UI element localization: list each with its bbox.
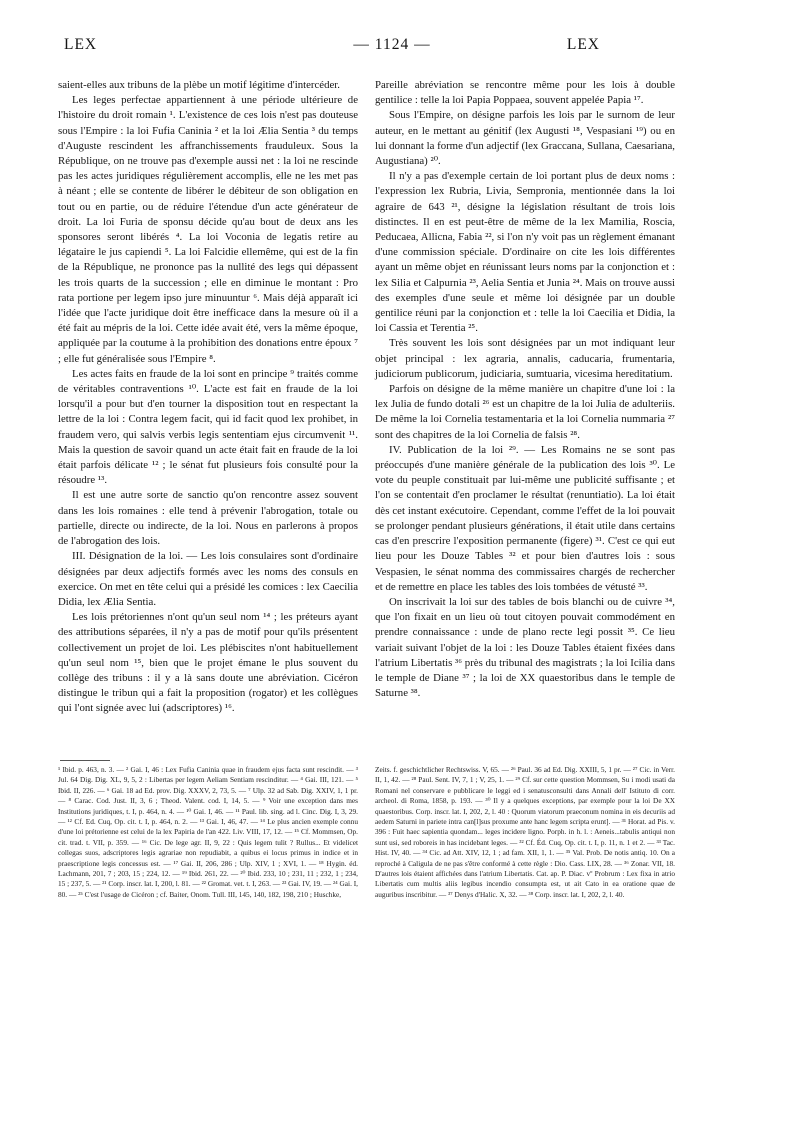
paragraph: Parfois on désigne de la même manière un chapitre d'une loi : la lex Julia de fundo dotali ²⁶ est un chapitre de la loi Julia de adulteriis. De même la loi Cornelia testamentaria et la loi Cornelia nummaria ²⁷ sont des chapitres de la loi Cornelia de falsis ²⁸. (375, 383, 675, 441)
paragraph: Il est une autre sorte de sanctio qu'on rencontre assez souvent dans les lois romaines : elle tend à prévenir l'abrogation, totale ou partielle, directe ou indirecte, de la loi. Nous en parlerons à propos de l'abrogation des lois. (58, 489, 358, 548)
paragraph: Pareille abréviation se rencontre même pour les lois à double gentilice : telle la loi Papia Poppaea, souvent appelée Papia ¹⁷. (375, 79, 675, 107)
page-header (60, 36, 724, 58)
paragraph: Il n'y a pas d'exemple certain de loi portant plus de deux noms : l'expression lex Rubria, Livia, Sempronia, mentionnée dans la loi agraire de 643 ²¹, désigne la législation résultant de trois lois distinctes. Il en est peut-être de même de la lex Mamilia, Roscia, Peducaea, Allicna, Fabia ²², si l'on n'y voit pas un règlement émanant d'une commission spéciale. D'ordinaire on cite les lois différentes ayant un même objet en réunissant leurs noms par la conjonction et : lex Silia et Calpurnia ²³, Aelia Sentia et Junia ²⁴. Mais on trouve aussi des exemples d'une seule et même loi désignée par un double gentilice réuni par la conjonction et : telle la loi Caecilia et Didia, la loi Cassia et Terentia ²⁵. (375, 170, 675, 335)
footnotes-left: ¹ Ibid. p. 463, n. 3. — ² Gai. I, 46 : Lex Fufia Caninia quae in fraudem ejus facta sunt rescindit. — ³ Jul. 64 Dig. Dig. XL, 9, 5, 2 : Libertas per legem Aeliam Sentiam rescinditur. — ⁴ Gai. III, 121. — ⁵ Ibid. II, 226. — ⁶ Gai. 18 ad Ed. prov. Dig. XXXV, 2, 73, 5. — ⁷ Ulp. 32 ad Sab. Dig. XXIV, 1, 1 pr. — ⁸ Carac. Cod. Just. II, 3, 6 ; Theod. Valent. cod. I, 14, 5. — ⁹ Voir une exception dans mes Institutions juridiques, t. I, p. 464, n. 4. — ¹⁰ Gai. I, 46. — ¹¹ Paul. lib. sing. ad l. Cinc. Dig. I, 3, 29. — ¹² Cf. Ed. Cuq, Op. cit. t. I, p. 464, n. 2. — ¹³ Gai. I, 46, 47. — ¹⁴ Le plus ancien exemple connu d'une loi prétorienne est celui de la lex Papiria de l'an 422. Liv. VIII, 17, 12. — ¹⁵ Cf. Mommsen, Op. cit. trad. t. VII, p. 359. — ¹⁶ Cic. De lege agr. II, 9, 22 : Quis legem tulit ? Rullus... Et videlicet collegas suos, adscriptores legis agrariae non repudiabit, a quibus ei locus primus in indice et in praescriptione legis concessus est. — ¹⁷ Gai. II, 206, 286 ; Ulp. XIV, 1 ; XVI, 1. — ¹⁸ Hygin. éd. Lachmann, 201, 7 ; 203, 15 ; 224, 12. — ¹⁹ Ibid. 261, 22. — ²⁰ Ibid. 233, 10 ; 231, 11 ; 232, 1 ; 234, 15 ; 237, 5. — ²¹ Corp. inscr. lat. I, 200, l. 81. — ²² Gromat. vet. t. I, 263. — ²³ Gai. IV, 19. — ²⁴ Gai. I, 80. — ²⁵ C'est l'usage de Cicéron ; cf. Baiter, Onom. Tull. III, 145, 140, 182, 198, 210 ; Huschke, (58, 765, 358, 899)
section-heading-paragraph: IV. Publication de la loi ²⁹. — Les Romains ne se sont pas préoccupés d'une manière générale de la publication des lois ³⁰. Le vote du peuple constituait par lui-même une publicité suffisante ; et l'on se contentait d'en proclamer le résultat (renuntiatio). La loi était dès cet instant exécutoire. Cependant, comme l'effet de la loi pouvait se prolonger pendant plusieurs générations, il était utile dans certains cas d'en prescrire l'exposition permanente (figere) ³¹. C'est ce qui eut lieu pour les Douze Tables ³² et pour bien d'autres lois : sous Vespasien, le sénat nomma des commissaires chargés de rechercher et de remettre en place les tables des lois tombées de vétusté ³³. (375, 443, 675, 593)
paragraph: Sous l'Empire, on désigne parfois les lois par le surnom de leur auteur, en le mettant au génitif (lex Augusti ¹⁸, Vespasiani ¹⁹) ou en lui donnant la forme d'un adjectif (lex Graccana, Sullana, Caesariana, Augustiana) ²⁰. (375, 109, 675, 168)
paragraph: saient-elles aux tribuns de la plèbe un motif légitime d'intercéder. (58, 79, 340, 91)
section-heading-paragraph: III. Désignation de la loi. — Les lois consulaires sont d'ordinaire désignées par deux adjectifs formés avec les noms des consuls en exercice. On met en tête celui qui a présidé les comices : lex Caecilia Didia, lex Ælia Sentia. (58, 550, 358, 608)
paragraph: Très souvent les lois sont désignées par un mot indiquant leur objet principal : lex agraria, annalis, caducaria, frumentaria, judiciorum publicorum, judiciaria, sumtuaria, vicesima hereditatium. (375, 337, 675, 380)
right-column (375, 78, 675, 701)
footnotes-right: Zeits. f. geschichtlicher Rechtswiss. V, 65. — ²⁶ Paul. 36 ad Ed. Dig. XXIII, 5, 1 pr. — ²⁷ Cic. in Verr. II, 1, 42. — ²⁸ Paul. Sent. IV, 7, 1 ; V, 25, 1. — ²⁹ Cf. sur cette question Mommsen, Su i modi usati da Romani nel conservare e pubblicare le leggi ed i senatusconsulti dans Annali dell' Istituto di corr. archeol. di Roma, 1858, p. 193. — ³⁰ Il y a quelques exceptions, par exemple pour la loi De XX quaestoribus. Corp. inscr. lat. I, 202, 2, l. 40 : Quorum viatorum praeconum nomina in eis decuriis ad aedem Saturni in pariete intra can[l]sus proxume ante hanc legem scripta erunt]. — ³¹ Horat. ad Pis. v. 396 : Fuit haec sapientia quondam... leges incidere ligno. Porph. in h. l. : Aeneis...tabulis antiqui non sunt usi, sed roboreis in has incidebant leges. — ³² Cf. Éd. Cuq, Op. cit. t. I, p. 11, n. 1 et 2. — ³³ Tac. Hist. IV, 40. — ³⁴ Cic. ad Att. XIV, 12, 1 ; ad fam. XII, 1, 1. — ³⁵ Val. Prob. De notis antiq. 10. On a reproché à Caligula de ne pas s'être conformé à cette règle : Dio. Cass. LIX, 28. — ³⁶ Zonar. VII, 18. D'autres lois étaient affichées dans l'atrium Libertatis. Cat. ap. P. Diac. vº Probrum : Lex fixa in atrio Libertatis cum multis aliis legibus incendio consumpta est, ut ait Cato in ea oratione quae de auguribus inscribitur. — ³⁷ Denys d'Halic. X, 32. — ³⁸ Corp. inscr. lat. I, 202, 2, l. 40. (375, 765, 675, 899)
paragraph: Les leges perfectae appartiennent à une période ultérieure de l'histoire du droit romain ¹. L'existence de ces lois n'est pas douteuse sous l'Empire : la loi Fufia Caninia ² et la loi Ælia Sentia ³ du temps d'Auguste rescindent les affranchissements frauduleux. Sous la République, on ne trouve pas d'exemple aussi net : la loi ne rescinde pas les actes juridiques régulièrement accomplis, elle ne les met pas à néant ; elle se contente de libérer le débiteur de son obligation en tout ou en partie, ou de réduire l'étendue d'un acte générateur de droit. La loi Furia de sponsu décide qu'au bout de deux ans les sponsores seront libérés ⁴. La loi Voconia de legatis retire au légataire le jus capiendi ⁵. La loi Falcidie ellemême, qui est de la fin de la République, ne prononce pas la nullité des legs qui dépassent les trois quarts de la succession ; elle en diminue le montant : Pro rata portione per legem ipso jure minuuntur ⁶. Mais déjà apparaît ici l'idée que l'acte juridique doit être inefficace dans la mesure où il a été fait au mépris de la loi. Cette idée avait été, vers la même époque, appliquée par la coutume à la prohibition des donations entre époux ⁷ ; elle fut généralisée sous l'Empire ⁸. (58, 94, 358, 365)
paragraph: Les lois prétoriennes n'ont qu'un seul nom ¹⁴ ; les préteurs ayant des attributions séparées, il n'y a pas de motif pour qu'ils présentent collectivement un projet de loi. Les plébiscites n'ont habituellement qu'un seul nom ¹⁵, bien que le projet émane le plus souvent du collège des tribuns : il y a là sans doute une abréviation. Cicéron distingue le tribun qui a fait la proposition (rogator) et les collègues qui l'ont signée avec lui (adscriptores) ¹⁶. (58, 611, 358, 715)
left-column (58, 78, 358, 717)
paragraph: On inscrivait la loi sur des tables de bois blanchi ou de cuivre ³⁴, que l'on fixait en un lieu où tout citoyen pouvait commodément en prendre connaissance : unde de plano recte legi possit ³⁵. Ce lieu variait suivant l'objet de la loi : les Douze Tables étaient fixées dans l'atrium Libertatis ³⁶ près du tribunal des magistrats ; la loi Icilia dans le temple de Diane ³⁷ ; la loi de XX quaestoribus dans le temple de Saturne ³⁸. (375, 595, 675, 700)
page-number: — 1124 — (353, 36, 431, 53)
running-head-right: LEX (566, 36, 600, 53)
running-head-left: LEX (64, 36, 98, 53)
paragraph: Les actes faits en fraude de la loi sont en principe ⁹ traités comme de véritables contraventions ¹⁰. L'acte est fait en fraude de la loi lorsqu'il a pour but d'en tourner la disposition tout en respectant la lettre de la loi : Contra legem facit, qui id facit quod lex prohibet, in fraudem vero, qui salvis verbis legis sententiam ejus circumvenit ¹¹. Mais la question de savoir quand un acte était fait en fraude de la loi était parfois délicate ¹² ; le sénat fut plusieurs fois consulté pour la résoudre ¹³. (58, 367, 358, 487)
footnote-divider (60, 760, 110, 761)
